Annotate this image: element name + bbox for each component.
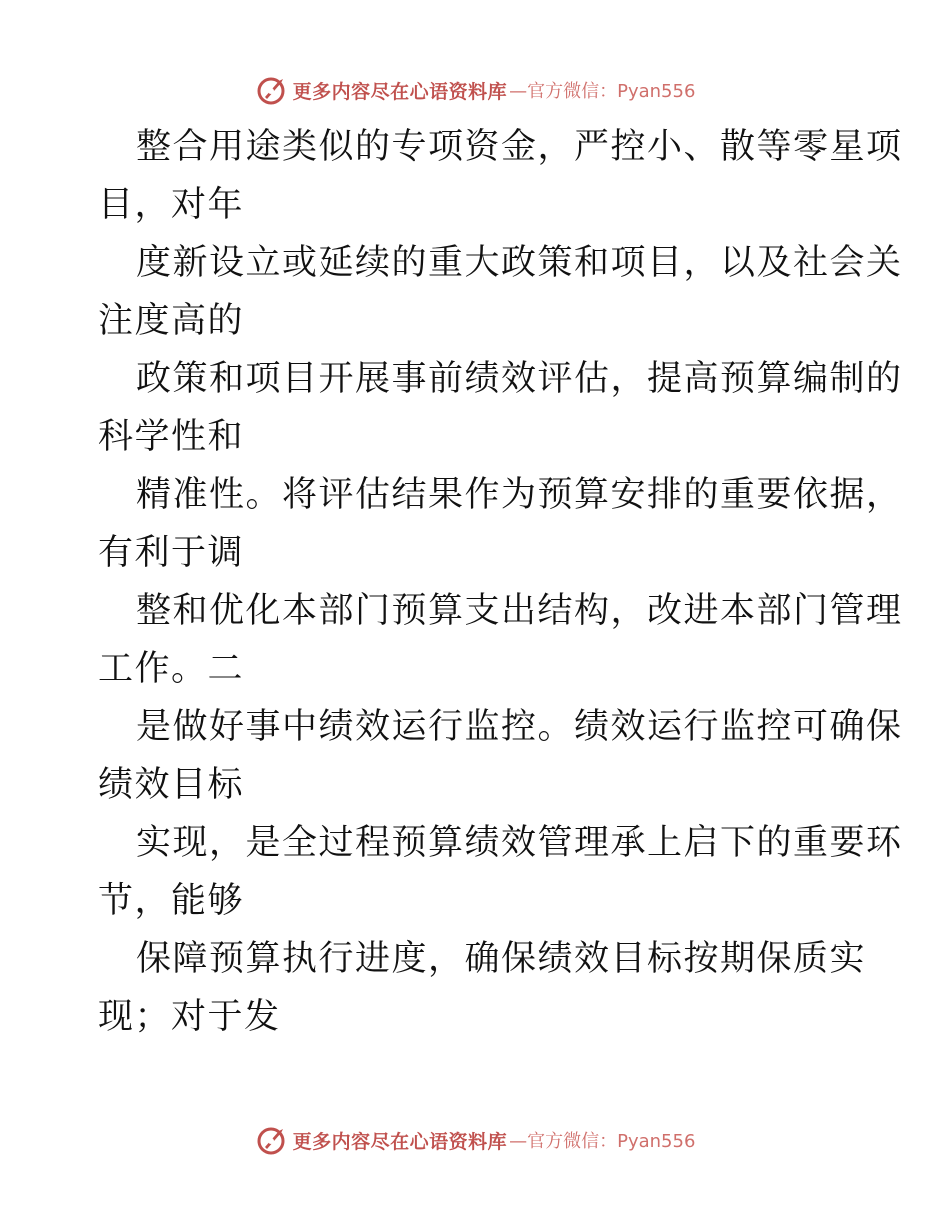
- header-banner-title: 更多内容尽在心语资料库: [292, 80, 508, 103]
- footer-banner: [0, 1120, 950, 1160]
- quill-pen-logo-icon: [255, 73, 289, 107]
- header-banner-wechat: —官方微信：Pyan556: [509, 81, 696, 102]
- text-line: 保障预算执行进度，确保绩效目标按期保质实: [136, 939, 867, 979]
- text-line: 绩效目标: [98, 765, 245, 805]
- text-line: 注度高的: [98, 301, 245, 341]
- footer-banner-title: 更多内容尽在心语资料库: [292, 1130, 508, 1153]
- header-banner: [0, 70, 950, 110]
- text-line: 节，能够: [98, 881, 245, 921]
- text-line: 工作。二: [98, 649, 245, 689]
- text-line: 有利于调: [98, 533, 245, 573]
- text-line: 是做好事中绩效运行监控。绩效运行监控可确保: [136, 707, 903, 747]
- text-line: 政策和项目开展事前绩效评估，提高预算编制的: [136, 359, 903, 399]
- text-line: 科学性和: [98, 417, 245, 457]
- text-line: 现；对于发: [98, 997, 281, 1037]
- text-line: 度新设立或延续的重大政策和项目，以及社会关: [136, 243, 903, 283]
- text-line: 精准性。将评估结果作为预算安排的重要依据，: [136, 475, 903, 515]
- text-line: 整和优化本部门预算支出结构，改进本部门管理: [136, 591, 903, 631]
- text-line: 实现，是全过程预算绩效管理承上启下的重要环: [136, 823, 903, 863]
- text-line: 整合用途类似的专项资金，严控小、散等零星项: [136, 127, 903, 167]
- document-body: [98, 118, 903, 1046]
- quill-pen-logo-icon: [255, 1123, 289, 1157]
- text-line: 目，对年: [98, 185, 245, 225]
- footer-banner-wechat: —官方微信：Pyan556: [509, 1131, 696, 1152]
